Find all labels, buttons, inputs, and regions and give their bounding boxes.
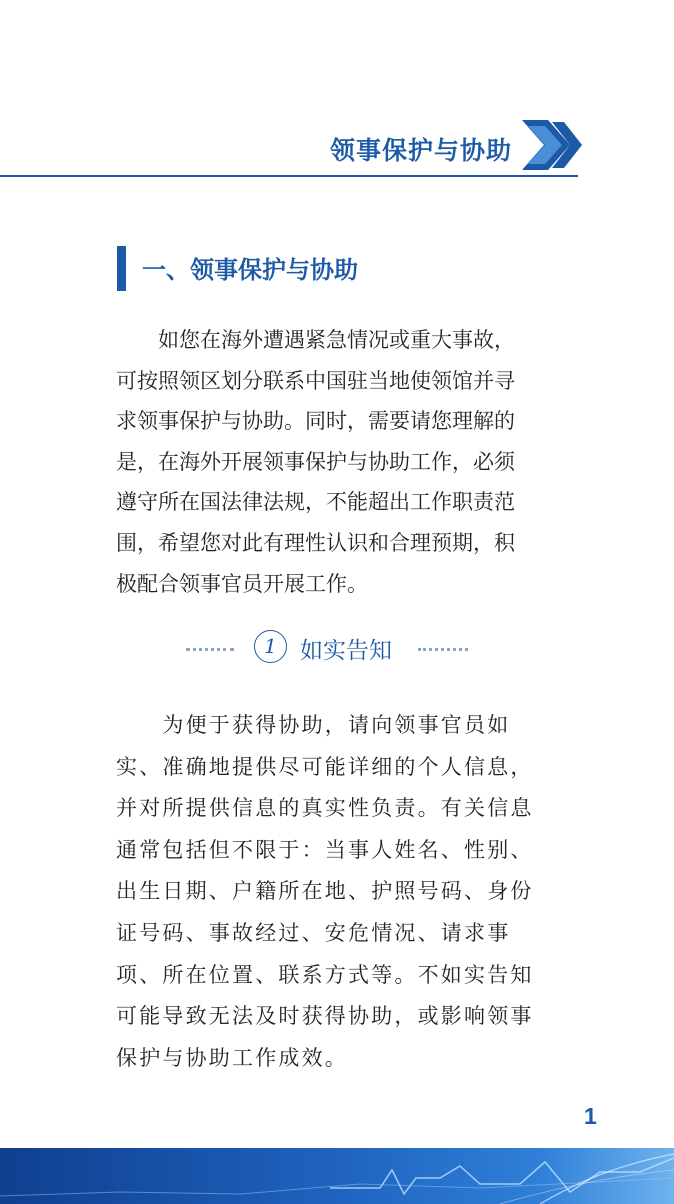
paragraph-line: 通常包括但不限于：当事人姓名、性别、 <box>116 837 534 862</box>
paragraph-line: 极配合领事官员开展工作。 <box>116 571 368 596</box>
paragraph-line: 可能导致无法及时获得协助，或影响领事 <box>116 1004 534 1029</box>
paragraph-line: 如您在海外遭遇紧急情况或重大事故， <box>116 328 515 352</box>
paragraph-line: 并对所提供信息的真实性负责。有关信息 <box>116 796 534 821</box>
section-paragraph <box>116 320 556 604</box>
header-divider <box>0 175 578 177</box>
paragraph-line: 为便于获得协助，请向领事官员如 <box>116 713 511 737</box>
dotted-divider-right <box>418 648 468 661</box>
paragraph-line: 项、所在位置、联系方式等。不如实告知 <box>116 962 534 987</box>
section-marker-bar <box>117 246 126 291</box>
section-heading: 一、领事保护与协助 <box>142 255 358 284</box>
page-number: 1 <box>584 1103 597 1129</box>
subsection-paragraph <box>116 705 556 1079</box>
paragraph-line: 围，希望您对此有理性认识和合理预期，积 <box>116 530 515 555</box>
double-chevron-right-icon <box>518 116 584 174</box>
running-header-title: 领事保护与协助 <box>329 136 512 165</box>
subsection-number-badge: 1 <box>254 630 287 663</box>
dotted-divider-left <box>186 648 234 661</box>
paragraph-line: 求领事保护与协助。同时，需要请您理解的 <box>116 409 515 434</box>
paragraph-line: 保护与协助工作成效。 <box>116 1045 348 1070</box>
paragraph-line: 可按照领区划分联系中国驻当地使领馆并寻 <box>116 368 515 393</box>
paragraph-line: 实、准确地提供尽可能详细的个人信息， <box>116 754 534 779</box>
subsection-title: 如实告知 <box>300 638 392 664</box>
paragraph-line: 证号码、事故经过、安危情况、请求事 <box>116 920 511 945</box>
paragraph-line: 是，在海外开展领事保护与协助工作，必须 <box>116 449 515 474</box>
paragraph-line: 出生日期、户籍所在地、护照号码、身份 <box>116 879 534 904</box>
footer-decorative-band <box>0 1148 674 1204</box>
paragraph-line: 遵守所在国法律法规，不能超出工作职责范 <box>116 490 515 515</box>
